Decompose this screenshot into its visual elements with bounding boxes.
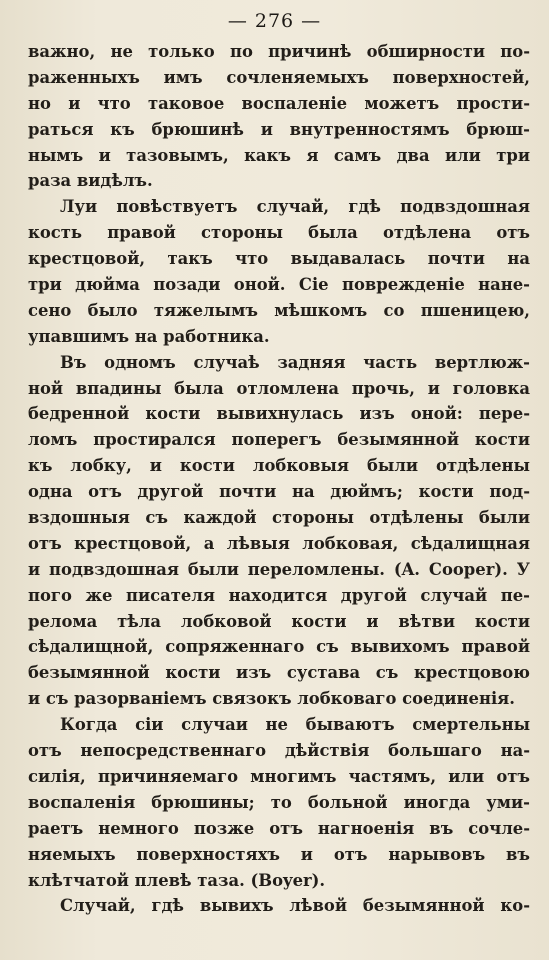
text-line: крестцовой, такъ что выдавалась почти на [28,249,530,269]
text-line: упавшимъ на работника. [28,326,270,346]
text-line: воспаленія брюшины; то больной иногда уми- [28,792,530,812]
text-line: сѣдалищной, сопряженнаго съ вывихомъ правой [28,637,530,657]
text-line: но и что таковое воспаленіе можетъ прости- [28,93,530,113]
text-line: одна отъ другой почти на дюймъ; кости под- [28,482,530,502]
text-line: силія, причиняемаго многимъ частямъ, или отъ [28,766,530,786]
text-line: ной впадины была отломлена прочь, и головка [28,378,530,398]
text-line: клѣтчатой плевѣ таза. (Boyer). [28,870,326,890]
text-line: и съ разорваніемъ связокъ лобковаго соединенія. [28,689,515,709]
text-line: бедренной кости вывихнулась изъ оной: пере- [28,404,530,424]
text-line: сено было тяжелымъ мѣшкомъ со пшеницею, [28,300,530,320]
text-line: нымъ и тазовымъ, какъ я самъ два или три [28,145,530,165]
text-line: три дюйма позади оной. Сіе поврежденіе нане- [28,275,530,295]
text-line: няемыхъ поверхностяхъ и отъ нарывовъ въ [28,844,530,864]
text-line: раза видѣлъ. [28,171,153,191]
text-line: Случай, гдѣ вывихъ лѣвой безымянной ко- [60,896,530,916]
text-line: ломъ простирался поперегъ безымянной кости [28,430,530,450]
text-line: раетъ немного позже отъ нагноенія въ сочле- [28,818,530,838]
text-line: къ лобку, и кости лобковыя были отдѣлены [28,456,530,476]
text-line: Луи повѣствуетъ случай, гдѣ подвздошная [60,197,530,217]
text-line: раться къ брюшинѣ и внутренностямъ брюш- [28,119,530,139]
text-line: отъ непосредственнаго дѣйствія большаго на- [28,741,530,761]
text-line: раженныхъ имъ сочленяемыхъ поверхностей, [28,67,530,87]
text-line: кость правой стороны была отдѣлена отъ [28,223,530,243]
text-line: Когда сіи случаи не бываютъ смертельны [60,715,530,735]
text-line: релома тѣла лобковой кости и вѣтви кости [28,611,530,631]
text-line: Въ одномъ случаѣ задняя часть вертлюж- [60,352,530,372]
text-line: отъ крестцовой, а лѣвыя лобковая, сѣдалищная [28,533,530,553]
text-line: важно, не только по причинѣ обширности по- [28,42,530,61]
text-line: пого же писателя находится другой случай пе- [28,585,530,605]
text-line: и подвздошная были переломлены. (A. Cooper). У [28,559,530,579]
text-line: вздошныя съ каждой стороны отдѣлены были [28,508,530,528]
body-text [28,39,530,919]
text-line: безымянной кости изъ сустава съ крестцовою [28,663,530,683]
page-number: — 276 — [227,10,322,32]
